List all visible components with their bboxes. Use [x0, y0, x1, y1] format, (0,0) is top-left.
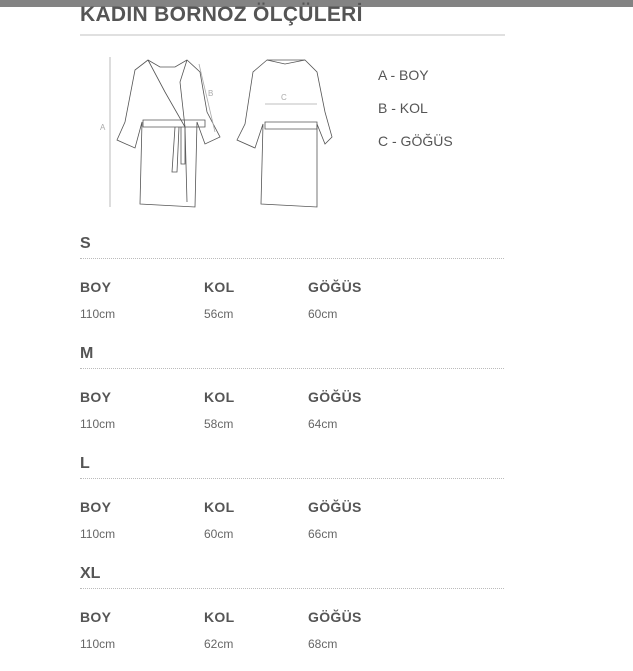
- title-divider: [80, 34, 505, 36]
- size-label: M: [80, 345, 94, 362]
- header-gogus: GÖĞÜS: [308, 499, 362, 515]
- value-gogus: 66cm: [308, 527, 338, 541]
- robe-back-illustration: [237, 60, 332, 207]
- header-boy: BOY: [80, 499, 112, 515]
- robe-diagram: [95, 52, 345, 212]
- value-kol: 58cm: [204, 417, 234, 431]
- value-gogus: 60cm: [308, 307, 338, 321]
- header-boy: BOY: [80, 389, 112, 405]
- legend-gogus: C - GÖĞÜS: [378, 133, 453, 149]
- size-label: L: [80, 455, 90, 472]
- header-kol: KOL: [204, 279, 235, 295]
- legend-boy: A - BOY: [378, 67, 429, 83]
- value-gogus: 68cm: [308, 637, 338, 651]
- legend-kol: B - KOL: [378, 100, 428, 116]
- dotted-divider: [80, 478, 504, 479]
- size-label: XL: [80, 565, 101, 582]
- size-label: S: [80, 235, 91, 252]
- header-kol: KOL: [204, 499, 235, 515]
- label-c: C: [281, 93, 287, 102]
- label-a: A: [100, 123, 106, 132]
- header-kol: KOL: [204, 389, 235, 405]
- header-boy: BOY: [80, 279, 112, 295]
- value-kol: 56cm: [204, 307, 234, 321]
- value-gogus: 64cm: [308, 417, 338, 431]
- robe-front-illustration: [100, 57, 220, 207]
- page-title: KADIN BORNOZ ÖLÇÜLERİ: [80, 3, 363, 26]
- header-gogus: GÖĞÜS: [308, 609, 362, 625]
- header-boy: BOY: [80, 609, 112, 625]
- value-boy: 110cm: [80, 307, 116, 321]
- header-gogus: GÖĞÜS: [308, 279, 362, 295]
- value-boy: 110cm: [80, 637, 116, 651]
- dotted-divider: [80, 588, 504, 589]
- dotted-divider: [80, 258, 504, 259]
- value-kol: 62cm: [204, 637, 234, 651]
- value-boy: 110cm: [80, 417, 116, 431]
- label-b: B: [208, 89, 214, 98]
- header-kol: KOL: [204, 609, 235, 625]
- header-gogus: GÖĞÜS: [308, 389, 362, 405]
- value-boy: 110cm: [80, 527, 116, 541]
- dotted-divider: [80, 368, 504, 369]
- value-kol: 60cm: [204, 527, 234, 541]
